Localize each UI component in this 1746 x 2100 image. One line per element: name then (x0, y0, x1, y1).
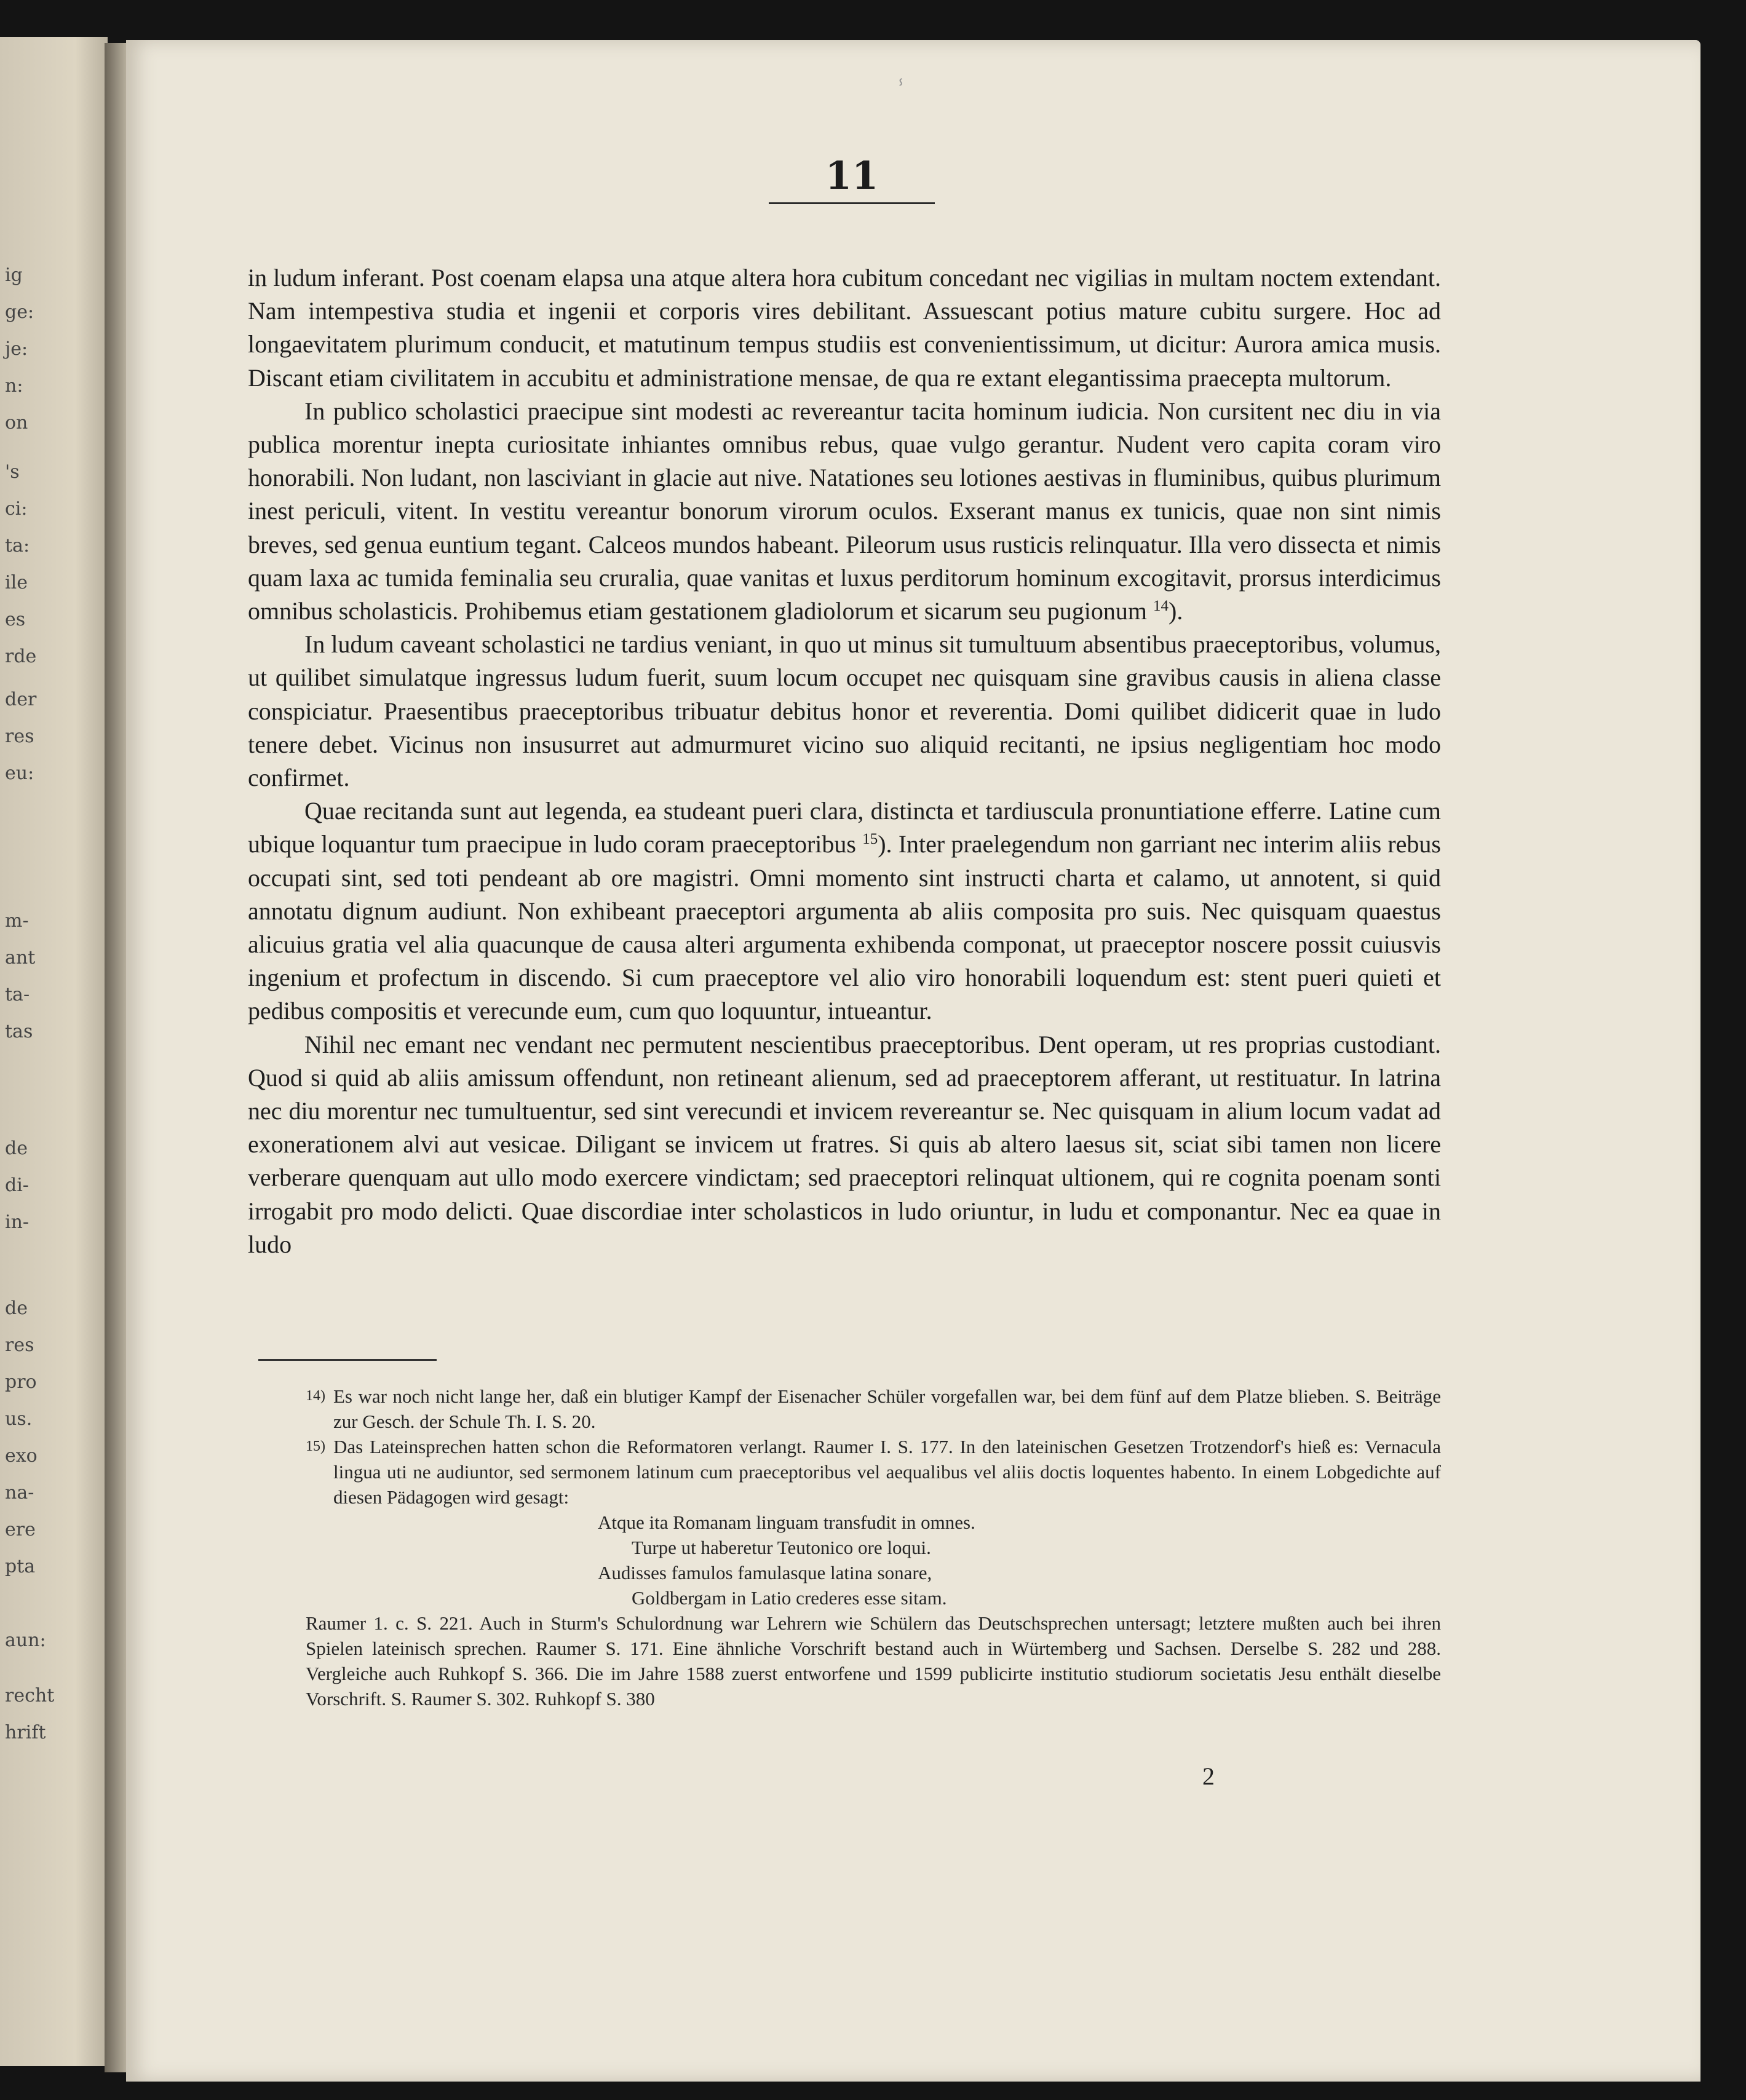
verse-line (306, 1535, 1441, 1560)
paragraph-3: In ludum caveant scholastici ne tardius veniant, in quo ut minus sit tumultuum absentibus praeceptoribus, volumus, ut quilibet simulatque ingressus ludum fuerit, suum locum occupet nec quisquam sine gravibus causis in aliena classe conspiciatur. Praesentibus praeceptoribus tribuatur debitus honor et reverentia. Domi quilibet didicerit quae in ludo tenere debet. Vicinus non insusurret aut admurmuret vicino suo aliquid recitanti, ne ipsius negligentiam hoc modo confirmet. (248, 630, 1441, 792)
facing-page-fragment: je: (5, 338, 28, 360)
facing-page-fragment: recht (5, 1685, 55, 1706)
facing-page-fragment: aun: (5, 1630, 46, 1651)
verse-line (306, 1585, 1441, 1611)
facing-page-fragment: ge: (5, 301, 34, 323)
paragraph-4 (248, 794, 1441, 1028)
facing-page-fragment: ile (5, 572, 28, 593)
footnote-rule (258, 1359, 437, 1361)
facing-page-fragment: eu: (5, 763, 34, 784)
paragraph-2-end: ). (1169, 597, 1183, 625)
facing-page-fragment: exo (5, 1445, 38, 1467)
footnote-verse (306, 1510, 1441, 1611)
facing-page-fragments (0, 37, 108, 2066)
footnote-ref-15: 15 (862, 831, 878, 848)
facing-page-fragment: ere (5, 1519, 36, 1540)
footnote-14-mark: 14) (306, 1388, 325, 1404)
body-text (248, 261, 1441, 1261)
facing-page-fragment: m- (5, 910, 29, 932)
facing-page-fragment: de (5, 1138, 28, 1159)
facing-page-fragment: us. (5, 1408, 33, 1430)
facing-page-fragment: tas (5, 1021, 33, 1042)
facing-page-fragment: res (5, 1334, 34, 1356)
paragraph-4-text-b: ). Inter praelegendum non garriant nec interim aliis rebus occupati sint, sed toti pendeant ab ore magistri. Omni momento sint instructi charta et calamo, ut annotent, si quid annotatu dignum audiunt. Non exhibeant praeceptori argumenta ab aliis composita pro suis. Nec quisquam quaestus alicuius gratia vel alia quacunque de causa alteri argumenta exhibenda componat, ut praeceptor noscere possit cuiusvis ingenium et profectum in discendo. Si cum praeceptore vel alio viro honorabili loquendum est: stent pueri quieti et pedibus compositis et verecunde eum, cum quo loquuntur, intueantur. (248, 830, 1441, 1025)
footnote-ref-14: 14 (1153, 598, 1169, 615)
footnote-15-continued: Raumer 1. c. S. 221. Auch in Sturm's Schulordnung war Lehrern wie Schülern das Deutschsprechen untersagt; letztere mußten auch bei ihren Spielen lateinisch sprechen. Raumer S. 171. Eine ähnliche Vorschrift bestand auch in Würtemberg und Sachsen. Derselbe S. 282 und 288. Vergleiche auch Ruhkopf S. 366. Die im Jahre 1588 zuerst entworfene und 1599 publicirte institutio studiorum societatis Jesu enthält dieselbe Vorschrift. S. Raumer S. 302. Ruhkopf S. 380 (306, 1612, 1441, 1710)
signature-mark: 2 (1202, 1762, 1215, 1790)
facing-page-fragment: on (5, 412, 28, 434)
paragraph-2 (248, 395, 1441, 628)
facing-page-fragment: ci: (5, 498, 28, 520)
facing-page-fragment: res (5, 726, 34, 747)
verse-line: Audisses famulos famulasque latina sonare, (598, 1562, 932, 1583)
facing-page-fragment: pta (5, 1556, 36, 1577)
footnote-15-text: Das Lateinsprechen hatten schon die Reformatoren verlangt. Raumer I. S. 177. In den lateinischen Gesetzen Trotzendorf's hieß es: Vernacula lingua uti ne audiuntor, sed sermonem latinum cum praeceptoribus vel aequalibus vel aliis doctis loquentes habento. In einem Lobgedichte auf diesen Pädagogen wird gesagt: (333, 1436, 1441, 1508)
paragraph-4-text-a: Quae recitanda sunt aut legenda, ea studeant pueri clara, distincta et tardiuscula pronuntiatione efferre. Latine cum ubique loquantur tum praecipue in ludo coram praeceptoribus (248, 797, 1441, 858)
verse-line-text: Goldbergam in Latio crederes esse sitam. (632, 1587, 947, 1609)
verse-line-text: Turpe ut haberetur Teutonico ore loqui. (632, 1537, 931, 1558)
page-number: 11 (769, 149, 935, 204)
facing-page-fragment: ant (5, 947, 36, 969)
footnote-15 (306, 1434, 1441, 1510)
footnotes (306, 1384, 1441, 1711)
paragraph-1: in ludum inferant. Post coenam elapsa una atque altera hora cubitum concedant nec vigilias in multam noctem extendant. Nam intempestiva studia et ingenii et corporis vires debilitant. Assuescant potius mature cubitu surgere. Hoc ad longaevitatem plurimum conducit, et matutinum tempus studiis est convenientissimum, ut dicitur: Aurora amica musis. Discant etiam civilitatem in accubitu et administratione mensae, de qua re extant elegantissima praecepta multorum. (248, 264, 1441, 392)
facing-page-fragment: na- (5, 1482, 34, 1504)
facing-page-fragment: es (5, 609, 26, 630)
paragraph-2-text: In publico scholastici praecipue sint modesti ac revereantur tacita hominum iudicia. Non cursitent nec diu in via publica morentur inepta curiositate inhiantes omnibus rebus, quae vulgo gerantur. Nudent vero capita coram viro honorabili. Non ludant, non lasciviant in glacie aut nive. Natationes seu lotiones aestivas in fluminibus, quibus plurimum inest periculi, vitent. In vestitu vereantur bonorum virorum oculos. Exserant manus ex tunicis, quae non sint nimis breves, sed genua euntium tegant. Calceos mundos habeant. Pileorum usus rusticis relinquatur. Illa vero dissecta et nimis quam laxa ac tumida feminalia seu cruralia, quae vanitas et luxus perditorum hominum excogitavit, prorsus interdicimus omnibus scholasticis. Prohibemus etiam gestationem gladiolorum et sicarum seu pugionum (248, 397, 1441, 625)
paragraph-5: Nihil nec emant nec vendant nec permutent nescientibus praeceptoribus. Dent operam, ut res proprias custodiant. Quod si quid ab aliis amissum offendunt, non retineant alienum, sed ad praeceptorem afferant, ut restituatur. In latrina nec diu morentur nec tumultuentur, sed sint verecundi et invicem revereantur se. Nec quisquam in alium locum vadat ad exonerationem alvi aut vesicae. Diligant se invicem ut fratres. Si quis ab altero laesus sit, sciat sibi tamen non licere verberare quenquam aut ullo modo exercere vindictam; sed praeceptori relinquat ultionem, qui re cognita poenam sonti irrogabit pro modo delicti. Quae discordiae inter scholasticos in ludo oriuntur, in ludu et componantur. Nec ea quae in ludo (248, 1030, 1441, 1258)
facing-page-fragment: n: (5, 375, 23, 397)
facing-page-fragment: rde (5, 646, 37, 667)
facing-page-fragment: hrift (5, 1722, 46, 1743)
facing-page-fragment: de (5, 1298, 28, 1319)
footnote-14-text: Es war noch nicht lange her, daß ein blutiger Kampf der Eisenacher Schüler vorgefallen war, bei dem fünf auf dem Platze blieben. S. Beiträge zur Gesch. der Schule Th. I. S. 20. (333, 1385, 1441, 1432)
facing-page-fragment: ig (5, 264, 23, 286)
facing-page-fragment: di- (5, 1175, 29, 1196)
facing-page-fragment: der (5, 689, 37, 710)
facing-page-edge (0, 37, 108, 2066)
facing-page-fragment: in- (5, 1211, 30, 1233)
facing-page-fragment: ta: (5, 535, 30, 557)
verse-line: Atque ita Romanam linguam transfudit in omnes. (598, 1512, 975, 1533)
edge-mark: ⸯ (895, 80, 907, 105)
facing-page-fragment: pro (5, 1371, 37, 1393)
facing-page-fragment: ta- (5, 984, 30, 1005)
footnote-15-mark: 15) (306, 1438, 325, 1454)
facing-page-fragment: 's (5, 461, 20, 483)
footnote-14 (306, 1384, 1441, 1434)
